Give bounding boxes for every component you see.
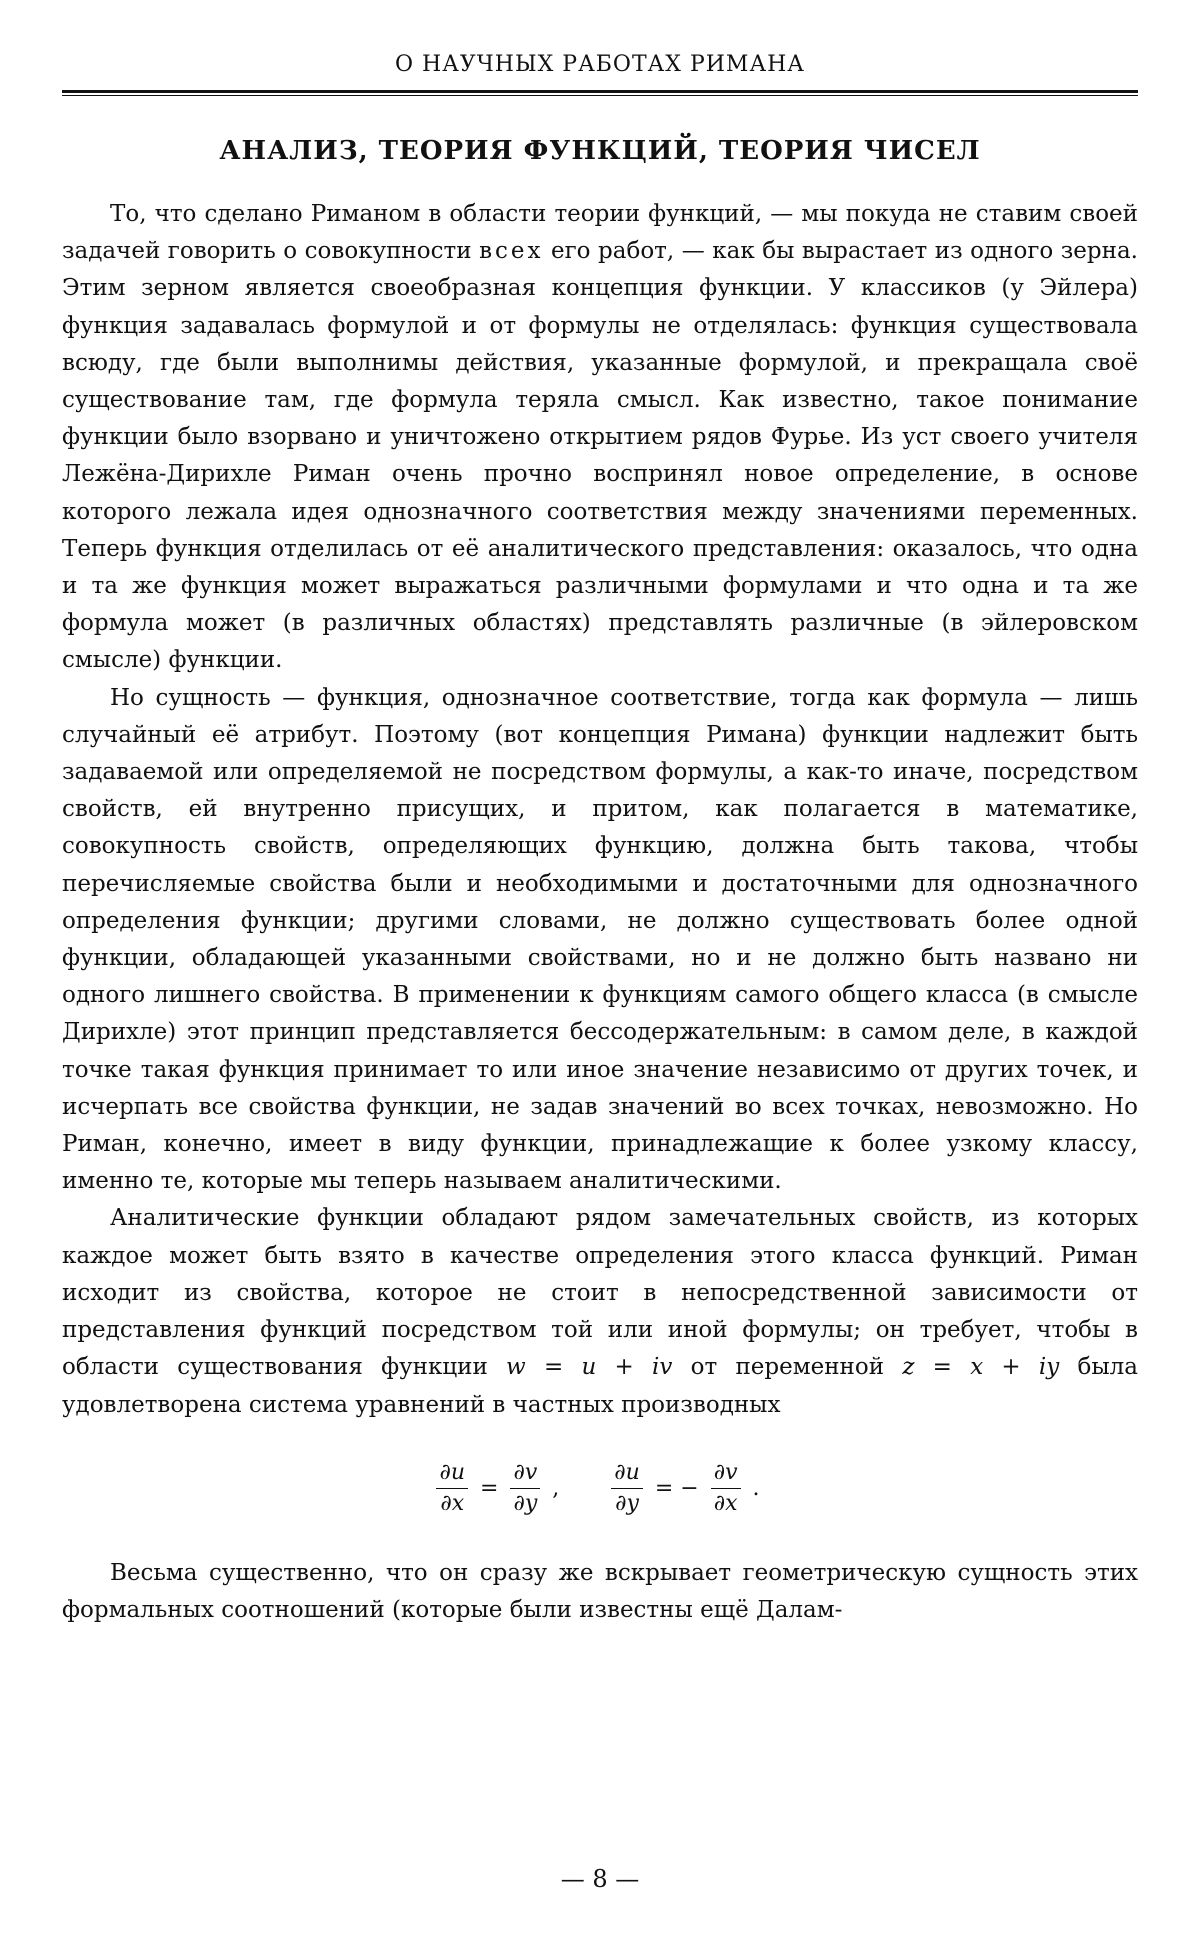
fraction-numerator: ∂u (436, 1458, 468, 1489)
fraction-numerator: ∂v (510, 1458, 540, 1489)
fraction-dv-dy (510, 1458, 540, 1519)
paragraph-1-text-a: То, что сделано Риманом в области теории функций, — мы покуда не ставим своей задачей говорить о совокупности (62, 201, 1138, 265)
header-rule-thick (62, 90, 1138, 93)
section-title: АНАЛИЗ, ТЕОРИЯ ФУНКЦИЙ, ТЕОРИЯ ЧИСЕЛ (219, 136, 981, 166)
paragraph-4: Весьма существенно, что он сразу же вскрывает геометрическую сущность этих формальных соотношений (которые были известны ещё Далам- (62, 1559, 1138, 1623)
fraction-denominator: ∂y (513, 1490, 538, 1516)
fraction-denominator: ∂y (615, 1490, 639, 1516)
fraction-numerator: ∂u (611, 1458, 643, 1489)
fraction-denominator: ∂x (440, 1490, 465, 1516)
comma-separator: , (552, 1475, 560, 1501)
page-number: — 8 — (560, 1865, 640, 1893)
paragraph-3 (62, 1200, 1138, 1423)
paragraph-1-text-b: его работ, — как бы вырастает из одного зерна. Этим зерном является своеобразная концепция функции. У классиков (у Эйлера) функция задавалась формулой и от формулы не отделялась: функция существовала всюду, где были выполнимы действия, указанные формулой, и прекращала своё существование там, где формула теряла смысл. Как известно, такое понимание функции было взорвано и уничтожено открытием рядов Фурье. Из уст своего учителя Лежёна-Дирихле Риман очень прочно воспринял новое определение, в основе которого лежала идея однозначного соответствия между значениями переменных. Теперь функция отделилась от её аналитического представления: оказалось, что одна и та же функция может выражаться различными формулами и что одна и та же формула может (в различных областях) представлять различные (в эйлеровском смысле) функции. (62, 238, 1138, 674)
paragraph-3-math-z: z = x + iy (902, 1354, 1060, 1381)
formula-period: . (752, 1475, 760, 1501)
paragraph-3-math-w: w = u + iv (506, 1354, 673, 1381)
fraction-denominator: ∂x (713, 1490, 738, 1516)
fraction-numerator: ∂v (711, 1458, 741, 1489)
page (62, 50, 1138, 1629)
fraction-dv-dx (711, 1458, 741, 1519)
equals-sign: = (480, 1475, 499, 1501)
paragraph-2: Но сущность — функция, однозначное соответствие, тогда как формула — лишь случайный её атрибут. Поэтому (вот концепция Римана) функции надлежит быть задаваемой или определяемой не посредством формулы, а как-то иначе, посредством свойств, ей внутренно присущих, и притом, как полагается в математике, совокупность свойств, определяющих функцию, должна быть такова, чтобы перечисляемые свойства были и необходимыми и достаточными для однозначного определения функции; другими словами, не должно существовать более одной функции, обладающей указанными свойствами, но и не должно быть названо ни одного лишнего свойства. В применении к функциям самого общего класса (в смысле Дирихле) этот принцип представляется бессодержательным: в самом деле, в каждой точке такая функция принимает то или иное значение независимо от других точек, и исчерпать все свойства функции, не задав значений во всех точках, невозможно. Но Риман, конечно, имеет в виду функции, принадлежащие к более узкому классу, именно те, которые мы теперь называем аналитическими. (62, 684, 1138, 1195)
fraction-du-dy (611, 1458, 643, 1519)
paragraph-1-emphasis: всех (479, 238, 544, 265)
paragraph-3-text-c: была удовлетворена система уравнений в частных производных (62, 1354, 1139, 1418)
paragraph-3-text-a: Аналитические функции обладают рядом замечательных свойств, из которых каждое может быть взято в качестве определения этого класса функций. Риман исходит из свойства, которое не стоит в непосредственной зависимости от представления функций посредством той или иной формулы; он требует, чтобы в области существования функции (62, 1205, 1138, 1381)
paragraph-3-text-b: от переменной (672, 1354, 903, 1381)
fraction-du-dx (436, 1458, 468, 1519)
running-header: О НАУЧНЫХ РАБОТАХ РИМАНА (395, 52, 805, 77)
equals-minus-sign: = − (654, 1475, 699, 1501)
cauchy-riemann-equations (62, 1458, 1138, 1519)
paragraph-1 (62, 196, 1138, 680)
header-rule-thin (62, 95, 1138, 96)
